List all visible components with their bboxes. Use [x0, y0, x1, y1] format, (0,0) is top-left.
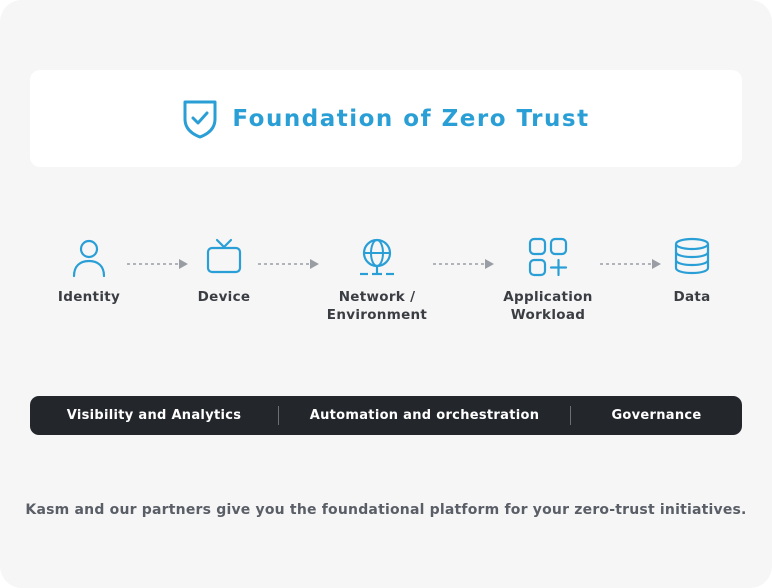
title-card: [30, 70, 742, 167]
tv-icon: [203, 236, 245, 278]
database-icon: [671, 236, 713, 278]
page-title: Foundation of Zero Trust: [232, 105, 590, 132]
flow-node-device: [154, 236, 294, 306]
pillars-bar: [30, 396, 742, 435]
globe-network-icon: [356, 236, 398, 278]
node-label-identity: Identity: [57, 289, 121, 305]
node-label-application: Application Workload: [503, 289, 593, 323]
footnote-text: Kasm and our partners give you the foundational platform for your zero-trust initiatives.: [25, 502, 747, 518]
node-label-data: Data: [673, 289, 711, 305]
node-label-device: Device: [197, 289, 251, 305]
pillar-visibility: Visibility and Analytics: [66, 408, 242, 423]
flow-node-network: [307, 236, 447, 324]
shield-check-icon: [182, 99, 218, 139]
apps-grid-icon: [527, 236, 569, 278]
trust-flow: [0, 236, 772, 336]
pillar-governance: Governance: [611, 408, 702, 423]
pillar-automation: Automation and orchestration: [309, 408, 540, 423]
node-label-network: Network / Environment: [326, 289, 428, 323]
user-icon: [68, 236, 110, 278]
flow-node-identity: [19, 236, 159, 306]
flow-node-application: [478, 236, 618, 324]
flow-node-data: [622, 236, 762, 306]
